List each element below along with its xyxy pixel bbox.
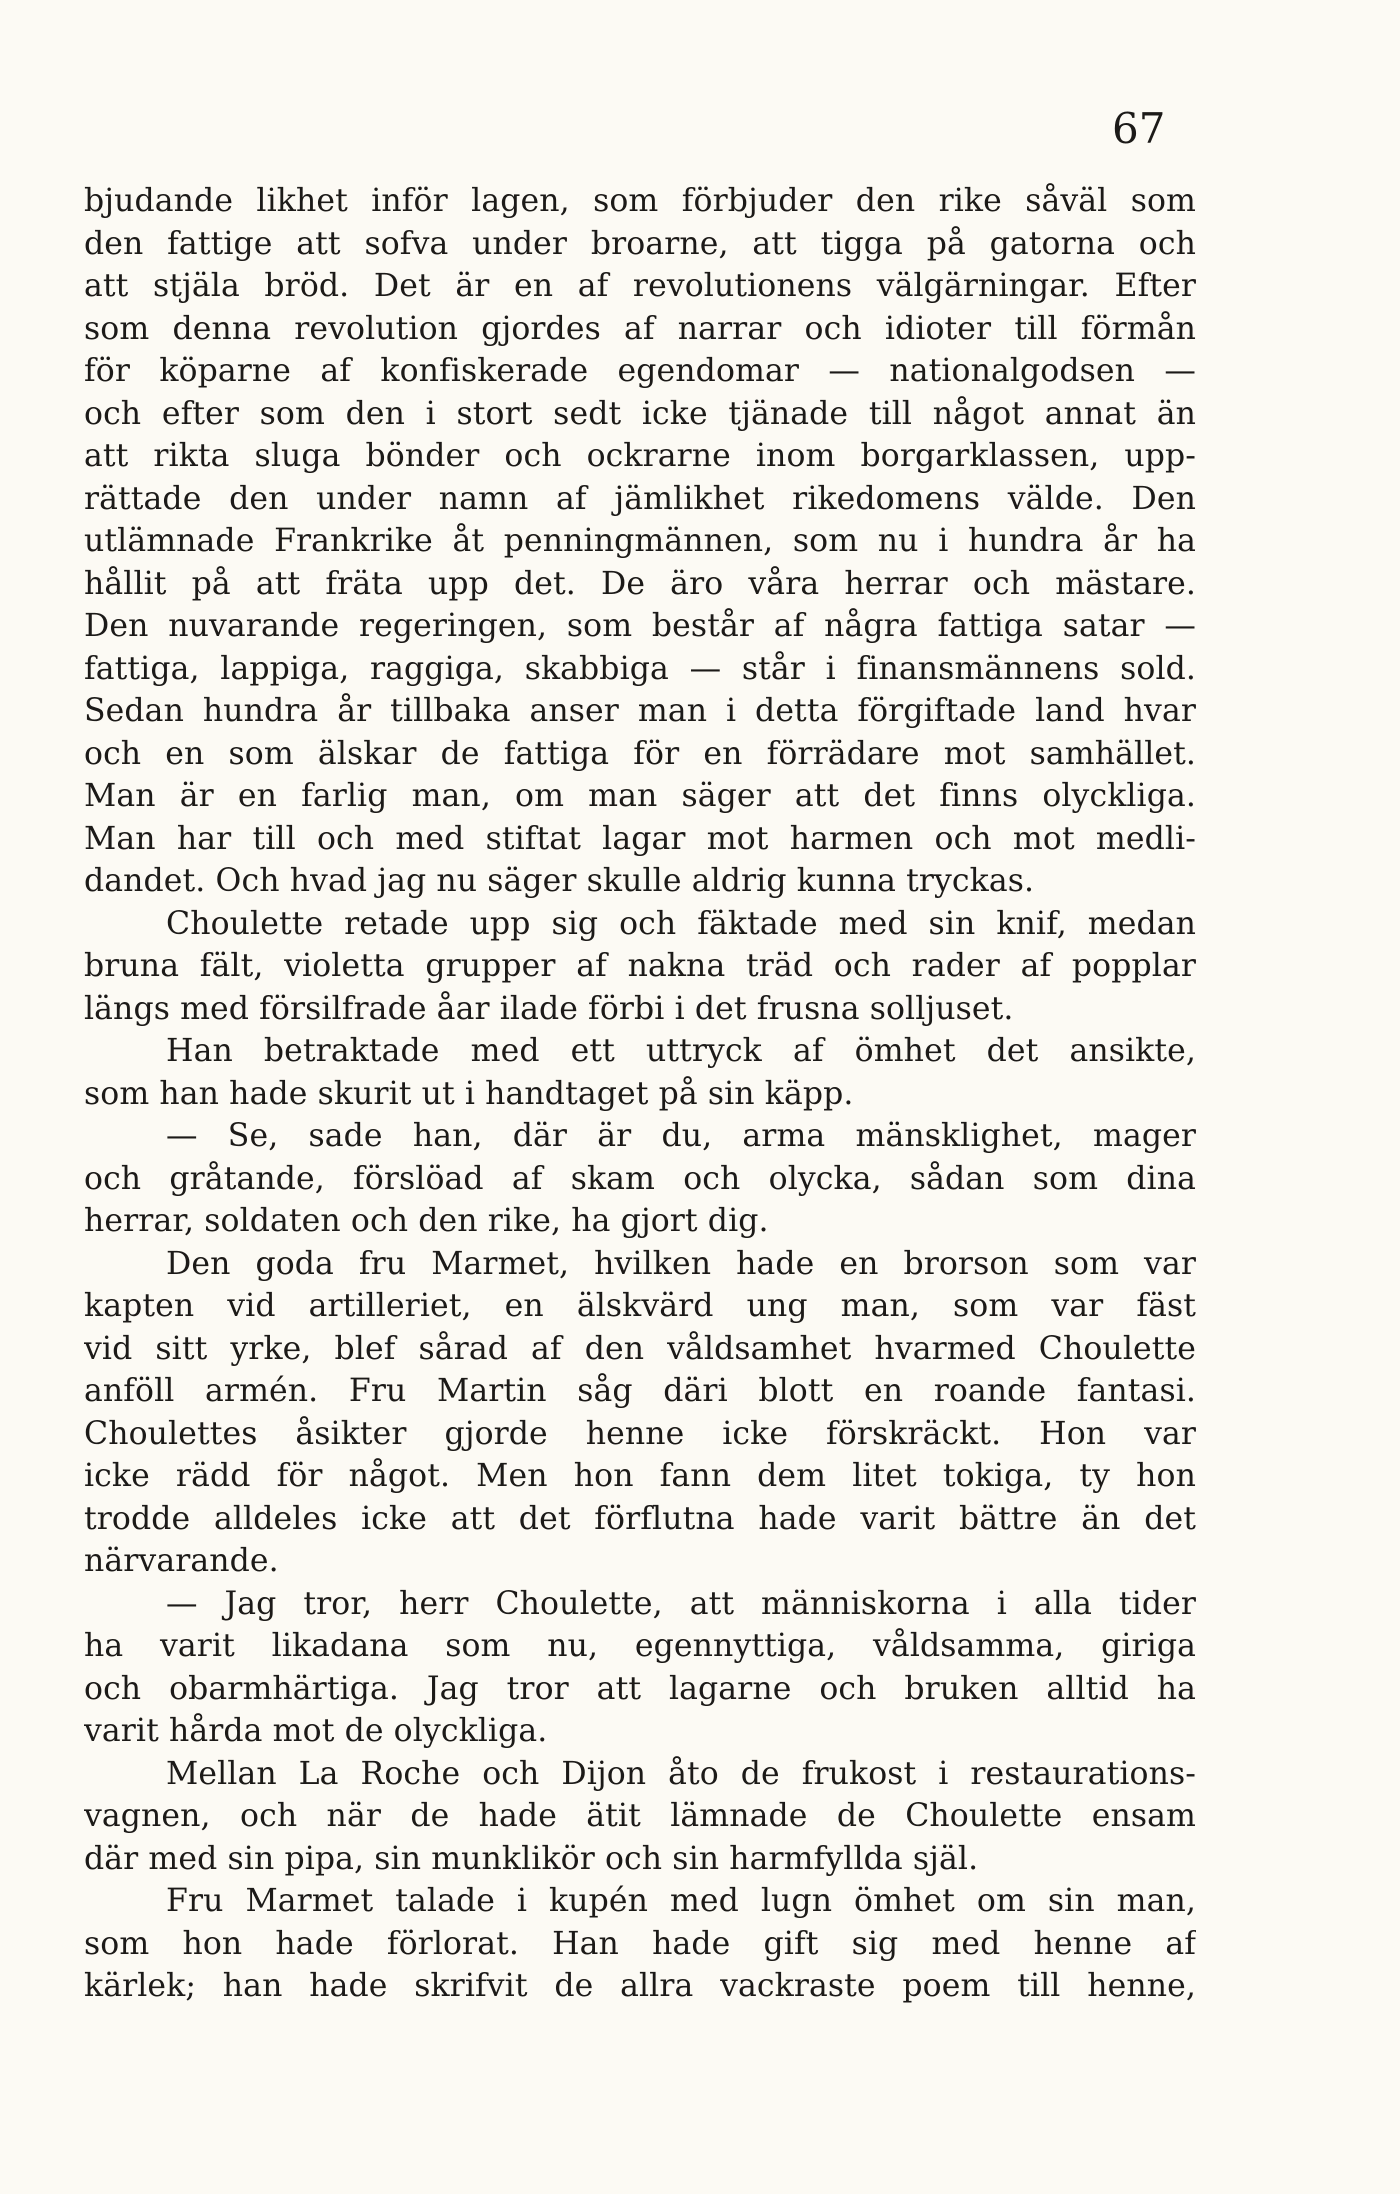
text-line: bruna fält, violetta grupper af nakna träd och rader af popplar	[84, 948, 1196, 984]
body-text	[84, 180, 1196, 2008]
text-line: Man har till och med stiftat lagar mot harmen och mot medli-	[84, 820, 1196, 857]
text-line: trodde alldeles icke att det förflutna hade varit bättre än det	[84, 1500, 1196, 1537]
text-line: den fattige att sofva under broarne, att tigga på gatorna och	[84, 225, 1196, 262]
text-line: kapten vid artilleriet, en älskvärd ung man, som var fäst	[84, 1288, 1196, 1324]
page-number: 67	[1112, 104, 1166, 153]
text-line: som hon hade förlorat. Han hade gift sig med henne af	[84, 1925, 1196, 1962]
text-line: där med sin pipa, sin munklikör och sin harmfyllda själ.	[84, 1840, 979, 1877]
text-line: att stjäla bröd. Det är en af revolutionens välgärningar. Efter	[84, 268, 1196, 304]
text-line: kärlek; han hade skrifvit de allra vackraste poem till henne,	[84, 1968, 1196, 2004]
text-line: som denna revolution gjordes af narrar och idioter till förmån	[84, 310, 1196, 347]
text-line: — Jag tror, herr Choulette, att människorna i alla tider	[166, 1585, 1196, 1622]
text-line: Choulettes åsikter gjorde henne icke förskräckt. Hon var	[84, 1415, 1196, 1452]
text-line: fattiga, lappiga, raggiga, skabbiga — står i finansmännens sold.	[84, 650, 1196, 687]
text-line: närvarande.	[84, 1543, 279, 1579]
text-line: vagnen, och när de hade ätit lämnade de Choulette ensam	[84, 1798, 1196, 1834]
text-line: att rikta sluga bönder och ockrarne inom borgarklassen, upp-	[84, 438, 1196, 474]
text-line: icke rädd för något. Men hon fann dem litet tokiga, ty hon	[84, 1458, 1196, 1494]
text-line: Mellan La Roche och Dijon åto de frukost i restaurations-	[166, 1755, 1196, 1792]
text-line: dandet. Och hvad jag nu säger skulle aldrig kunna tryckas.	[84, 863, 1035, 899]
text-line: för köparne af konfiskerade egendomar — nationalgodsen —	[84, 353, 1196, 389]
text-line: hållit på att fräta upp det. De äro våra herrar och mästare.	[84, 565, 1196, 602]
text-line: och en som älskar de fattiga för en förrädare mot samhället.	[84, 735, 1196, 772]
text-line: utlämnade Frankrike åt penningmännen, som nu i hundra år ha	[84, 523, 1196, 559]
text-line: Den goda fru Marmet, hvilken hade en brorson som var	[166, 1245, 1196, 1282]
text-line: Man är en farlig man, om man säger att det finns olyckliga.	[84, 778, 1196, 814]
text-line: anföll armén. Fru Martin såg däri blott en roande fantasi.	[84, 1373, 1196, 1409]
text-line: ha varit likadana som nu, egennyttiga, våldsamma, giriga	[84, 1628, 1196, 1664]
text-line: och obarmhärtiga. Jag tror att lagarne och bruken alltid ha	[84, 1670, 1196, 1707]
text-line: och efter som den i stort sedt icke tjänade till något annat än	[84, 395, 1196, 432]
text-line: bjudande likhet inför lagen, som förbjuder den rike såväl som	[84, 183, 1196, 219]
text-line: Han betraktade med ett uttryck af ömhet det ansikte,	[166, 1033, 1196, 1069]
text-line: vid sitt yrke, blef sårad af den våldsamhet hvarmed Choulette	[84, 1330, 1196, 1367]
text-line: herrar, soldaten och den rike, ha gjort dig.	[84, 1203, 769, 1239]
text-line: Choulette retade upp sig och fäktade med sin knif, medan	[166, 905, 1196, 942]
text-line: längs med försilfrade åar ilade förbi i det frusna solljuset.	[84, 990, 1014, 1027]
text-line: — Se, sade han, där är du, arma mänsklighet, mager	[166, 1118, 1196, 1154]
text-line: Fru Marmet talade i kupén med lugn ömhet om sin man,	[166, 1883, 1196, 1919]
text-line: som han hade skurit ut i handtaget på sin käpp.	[84, 1075, 854, 1112]
text-line: rättade den under namn af jämlikhet rikedomens välde. Den	[84, 480, 1196, 517]
text-line: Sedan hundra år tillbaka anser man i detta förgiftade land hvar	[84, 693, 1196, 729]
text-line: varit hårda mot de olyckliga.	[84, 1713, 548, 1749]
text-line: och gråtande, förslöad af skam och olycka, sådan som dina	[84, 1160, 1196, 1197]
text-line: Den nuvarande regeringen, som består af några fattiga satar —	[84, 608, 1196, 644]
